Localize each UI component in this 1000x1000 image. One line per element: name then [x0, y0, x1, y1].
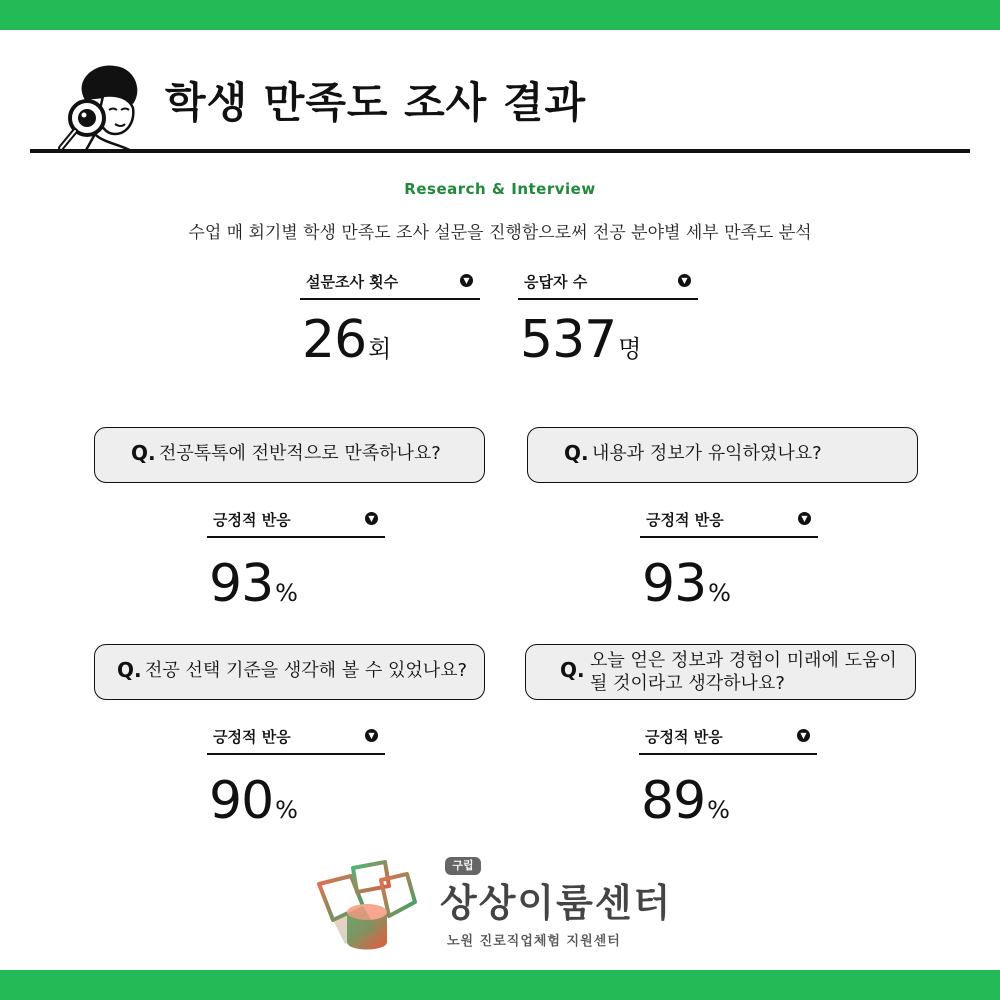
stat-label: 응답자 수 — [524, 273, 588, 291]
question-text: 전공 선택 기준을 생각해 볼 수 있었나요? — [145, 660, 468, 681]
result-number: 93 — [209, 554, 274, 614]
top-green-bar — [0, 0, 1000, 30]
result-label: 긍정적 반응 — [646, 511, 724, 529]
result-label: 긍정적 반응 — [645, 728, 723, 746]
stat-unit: 회 — [368, 335, 392, 363]
bottom-green-bar — [0, 970, 1000, 1000]
chevron-down-icon[interactable]: ▼ — [365, 729, 378, 742]
result-label: 긍정적 반응 — [213, 511, 291, 529]
question-text-line1: 오늘 얻은 정보과 경험이 미래에 도움이 — [590, 650, 897, 671]
result-label-row — [639, 723, 817, 755]
chevron-down-icon[interactable]: ▼ — [365, 512, 378, 525]
result-number: 90 — [209, 771, 274, 831]
result-value — [642, 554, 731, 614]
stat-value — [302, 310, 391, 370]
result-label-row — [207, 506, 385, 538]
question-box — [525, 644, 916, 700]
page-title: 학생 만족도 조사 결과 — [165, 78, 587, 127]
stat-label: 설문조사 횟수 — [306, 273, 399, 291]
stat-label-row — [518, 268, 698, 300]
question-marker: Q. — [131, 441, 156, 465]
question-marker: Q. — [564, 441, 589, 465]
result-unit: % — [275, 579, 298, 607]
result-label-row — [640, 506, 818, 538]
title-divider — [30, 149, 970, 153]
question-result — [639, 723, 817, 833]
question-result — [640, 506, 818, 616]
section-subtitle: Research & Interview — [404, 180, 596, 198]
result-label-row — [207, 723, 385, 755]
stat-number: 26 — [302, 310, 367, 370]
result-label: 긍정적 반응 — [213, 728, 291, 746]
result-unit: % — [708, 579, 731, 607]
question-result — [207, 723, 385, 833]
chevron-down-icon[interactable]: ▼ — [460, 274, 473, 287]
result-number: 89 — [641, 771, 706, 831]
question-box — [94, 427, 485, 483]
org-name: 상상이룸센터 — [440, 881, 673, 925]
question-marker: Q. — [560, 658, 585, 682]
question-text: 내용과 정보가 유익하였나요? — [592, 443, 822, 464]
stat-number: 537 — [520, 310, 617, 370]
stat-label-row — [300, 268, 480, 300]
question-result — [207, 506, 385, 616]
org-badge: 구립 — [445, 857, 481, 875]
chevron-down-icon[interactable]: ▼ — [798, 512, 811, 525]
result-number: 93 — [642, 554, 707, 614]
chevron-down-icon[interactable]: ▼ — [797, 729, 810, 742]
result-value — [209, 771, 298, 831]
question-text: 전공톡톡에 전반적으로 만족하나요? — [159, 443, 441, 464]
result-value — [209, 554, 298, 614]
magnifier-character-icon — [55, 60, 145, 152]
question-box — [527, 427, 918, 483]
question-box — [94, 644, 485, 700]
result-value — [641, 771, 730, 831]
stat-value — [520, 310, 641, 370]
section-description: 수업 매 회기별 학생 만족도 조사 설문을 진행함으로써 전공 분야별 세부 만족도 분석 — [188, 223, 812, 243]
stat-survey-count — [300, 268, 480, 378]
chevron-down-icon[interactable]: ▼ — [678, 274, 691, 287]
result-unit: % — [707, 796, 730, 824]
question-text-line2: 될 것이라고 생각하나요? — [590, 673, 785, 694]
question-marker: Q. — [117, 658, 142, 682]
stat-unit: 명 — [618, 335, 642, 363]
result-unit: % — [275, 796, 298, 824]
org-subtitle: 노원 진로직업체험 지원센터 — [447, 934, 621, 949]
logo-icon — [315, 858, 425, 953]
stat-respondents — [518, 268, 698, 378]
